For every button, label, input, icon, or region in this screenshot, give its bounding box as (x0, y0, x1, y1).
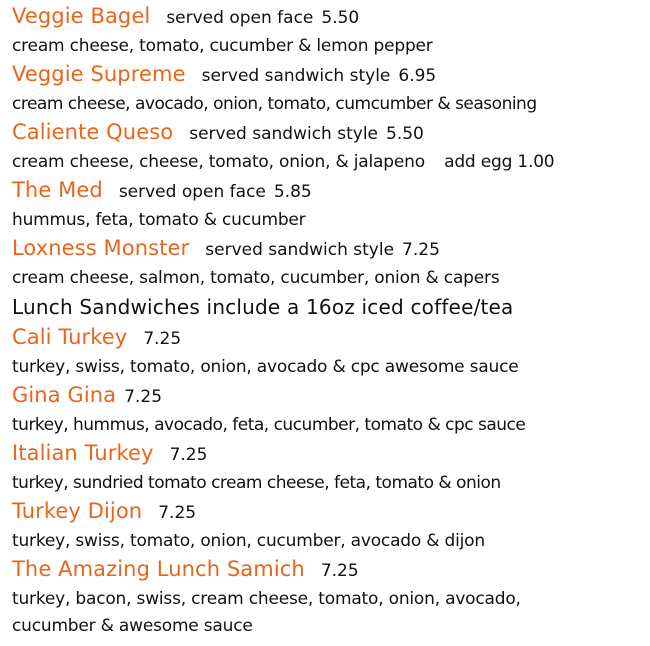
item-name: Caliente Queso (12, 120, 174, 144)
item-name: Cali Turkey (12, 325, 128, 349)
menu-item-veggie-supreme (12, 60, 646, 118)
item-description: cream cheese, cheese, tomato, onion, & jalapeno (12, 152, 425, 172)
menu-item-the-med (12, 176, 646, 234)
item-description: turkey, sundried tomato cream cheese, feta, tomato & onion (12, 473, 501, 493)
item-name: Veggie Bagel (12, 4, 151, 28)
item-style: served sandwich style (201, 66, 391, 86)
item-header (12, 555, 646, 586)
item-description: turkey, swiss, tomato, onion, avocado & cpc awesome sauce (12, 357, 519, 377)
item-description: hummus, feta, tomato & cucumber (12, 210, 306, 230)
item-name: Gina Gina (12, 383, 117, 407)
item-header (12, 234, 646, 265)
menu-item-amazing-lunch-samich (12, 555, 646, 640)
menu-item-turkey-dijon (12, 497, 646, 555)
item-header (12, 323, 646, 354)
menu-board (12, 2, 646, 640)
item-price: 7.25 (320, 561, 359, 581)
item-name: The Med (12, 178, 103, 202)
item-description: cream cheese, avocado, onion, tomato, cumcumber & seasoning (12, 94, 537, 114)
item-price: 7.25 (169, 445, 208, 465)
item-header (12, 381, 646, 412)
item-price: 7.25 (124, 387, 163, 407)
item-header (12, 439, 646, 470)
item-description: cream cheese, tomato, cucumber & lemon pepper (12, 36, 433, 56)
item-description-row (12, 149, 646, 176)
item-name: Italian Turkey (12, 441, 154, 465)
item-addon: add egg 1.00 (444, 152, 555, 172)
item-header (12, 497, 646, 528)
menu-item-cali-turkey (12, 323, 646, 381)
item-header (12, 2, 646, 33)
item-price: 5.50 (386, 124, 424, 144)
item-style: served sandwich style (205, 240, 395, 260)
item-name: Veggie Supreme (12, 62, 186, 86)
menu-item-caliente-queso (12, 118, 646, 176)
item-price: 7.25 (402, 240, 440, 260)
item-description: cream cheese, salmon, tomato, cucumber, onion & capers (12, 268, 500, 288)
item-style: served open face (166, 8, 314, 28)
item-description: turkey, hummus, avocado, feta, cucumber, tomato & cpc sauce (12, 415, 526, 435)
item-style: served open face (118, 182, 266, 202)
item-price: 5.50 (321, 8, 360, 28)
item-header (12, 176, 646, 207)
item-price: 7.25 (143, 329, 182, 349)
menu-item-gina-gina (12, 381, 646, 439)
lunch-section-note: Lunch Sandwiches include a 16oz iced coffee/tea (12, 295, 514, 319)
item-name: The Amazing Lunch Samich (12, 557, 305, 581)
item-description: turkey, bacon, swiss, cream cheese, tomato, onion, avocado, (12, 589, 521, 609)
menu-item-italian-turkey (12, 439, 646, 497)
item-price: 5.85 (273, 182, 312, 202)
item-description: turkey, swiss, tomato, onion, cucumber, avocado & dijon (12, 531, 485, 551)
item-style: served sandwich style (189, 124, 378, 144)
item-header (12, 60, 646, 91)
item-price: 7.25 (158, 503, 197, 523)
item-price: 6.95 (398, 66, 437, 86)
item-name: Loxness Monster (12, 236, 190, 260)
item-header (12, 118, 646, 149)
menu-item-veggie-bagel (12, 2, 646, 60)
item-name: Turkey Dijon (12, 499, 143, 523)
item-description-continued: cucumber & awesome sauce (12, 616, 253, 636)
menu-item-loxness-monster (12, 234, 646, 292)
